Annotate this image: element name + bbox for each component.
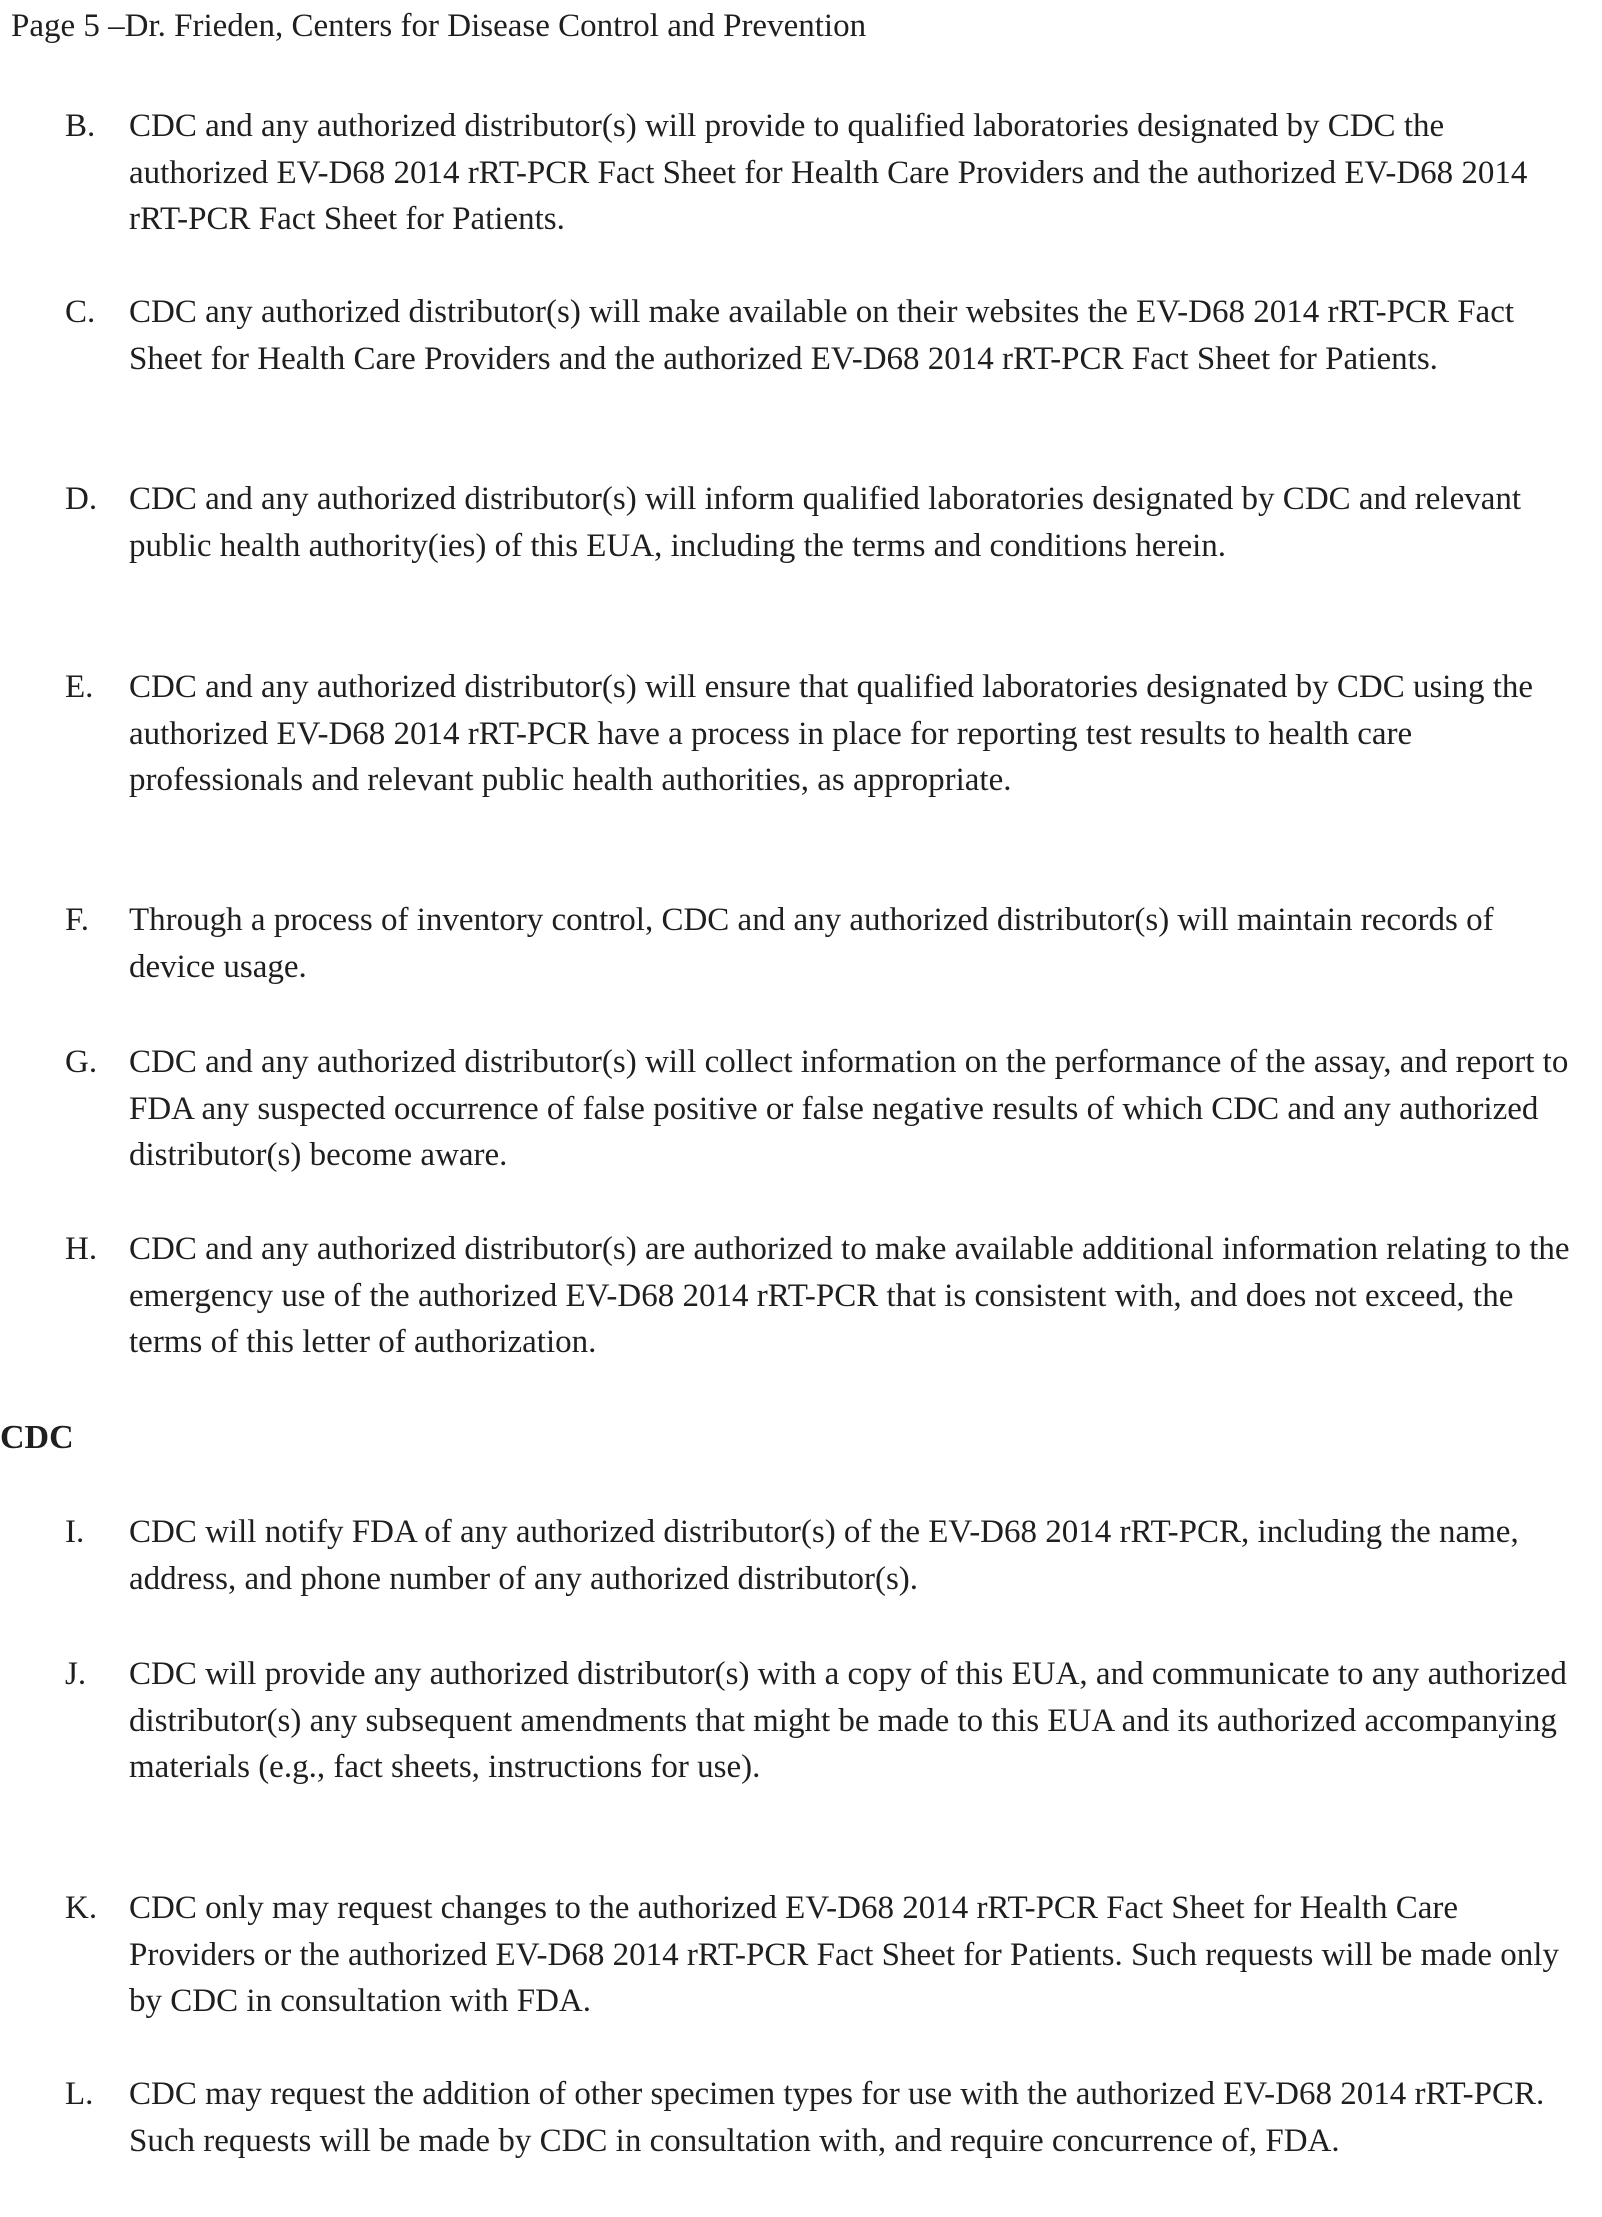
- condition-text: CDC will notify FDA of any authorized distributor(s) of the EV-D68 2014 rRT-PCR, including the name, address, and phone number of any authorized distributor(s).: [129, 1514, 1519, 1597]
- condition-text: CDC will provide any authorized distributor(s) with a copy of this EUA, and communicate to any authorized distributor(s) any subsequent amendments that might be made to this EUA and its authorized accompanying materials (e.g., fact sheets, instructions for use).: [129, 1656, 1567, 1785]
- condition-item-b: [65, 103, 1585, 243]
- condition-letter: G.: [65, 1044, 98, 1080]
- section-heading-cdc: CDC: [0, 1419, 74, 1456]
- condition-item-i: [65, 1509, 1585, 1602]
- page-header: Page 5 –Dr. Frieden, Centers for Disease Control and Prevention: [11, 8, 867, 44]
- condition-text: CDC may request the addition of other specimen types for use with the authorized EV-D68 2014 rRT-PCR. Such requests will be made by CDC in consultation with, and require concurrence of, FDA.: [129, 2076, 1545, 2159]
- condition-letter: I.: [65, 1514, 85, 1550]
- condition-item-k: [65, 1885, 1585, 2025]
- condition-letter: H.: [65, 1231, 98, 1267]
- condition-text: CDC and any authorized distributor(s) will inform qualified laboratories designated by CDC and relevant public health authority(ies) of this EUA, including the terms and conditions herein.: [129, 481, 1522, 564]
- condition-text: Through a process of inventory control, CDC and any authorized distributor(s) will maintain records of device usage.: [129, 902, 1494, 985]
- condition-text: CDC any authorized distributor(s) will make available on their websites the EV-D68 2014 rRT-PCR Fact Sheet for Health Care Providers and the authorized EV-D68 2014 rRT-PCR Fact Sheet for Patients.: [129, 294, 1515, 377]
- condition-text: CDC only may request changes to the authorized EV-D68 2014 rRT-PCR Fact Sheet for Health Care Providers or the authorized EV-D68 2014 rRT-PCR Fact Sheet for Patients. Such requests will be made only by CDC in consultation with FDA.: [129, 1890, 1559, 2019]
- condition-item-d: [65, 476, 1585, 569]
- condition-item-e: [65, 664, 1585, 804]
- condition-letter: L.: [65, 2076, 94, 2112]
- condition-item-g: [65, 1039, 1585, 1179]
- condition-item-l: [65, 2071, 1585, 2164]
- condition-item-j: [65, 1651, 1585, 1791]
- condition-letter: D.: [65, 481, 98, 517]
- condition-item-c: [65, 289, 1585, 382]
- condition-letter: E.: [65, 669, 94, 705]
- condition-letter: C.: [65, 294, 96, 330]
- condition-text: CDC and any authorized distributor(s) will collect information on the performance of the assay, and report to FDA any suspected occurrence of false positive or false negative results of which CDC and any authorized distributor(s) become aware.: [129, 1044, 1569, 1173]
- condition-item-f: [65, 897, 1585, 990]
- condition-letter: F.: [65, 902, 89, 938]
- condition-item-h: [65, 1226, 1585, 1366]
- condition-text: CDC and any authorized distributor(s) will ensure that qualified laboratories designated by CDC using the authorized EV-D68 2014 rRT-PCR have a process in place for reporting test results to health care professionals and relevant public health authorities, as appropriate.: [129, 669, 1534, 798]
- condition-text: CDC and any authorized distributor(s) will provide to qualified laboratories designated by CDC the authorized EV-D68 2014 rRT-PCR Fact Sheet for Health Care Providers and the authorized EV-D68 2014 rRT-PCR Fact Sheet for Patients.: [129, 108, 1528, 237]
- condition-letter: B.: [65, 108, 96, 144]
- condition-text: CDC and any authorized distributor(s) are authorized to make available additional information relating to the emergency use of the authorized EV-D68 2014 rRT-PCR that is consistent with, and does not exceed, the terms of this letter of authorization.: [129, 1231, 1570, 1360]
- condition-letter: J.: [65, 1656, 87, 1692]
- condition-letter: K.: [65, 1890, 98, 1926]
